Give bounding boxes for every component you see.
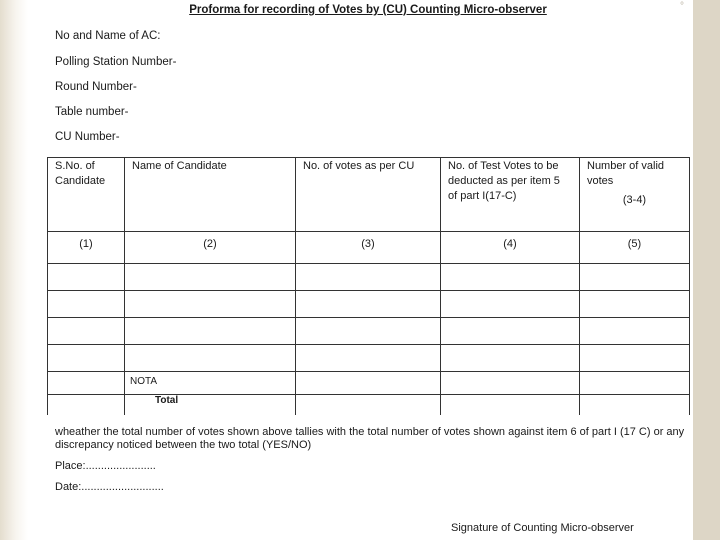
table-cell xyxy=(125,345,296,372)
page-corner-mark: ° xyxy=(680,1,684,12)
table-header-row xyxy=(48,158,690,232)
table-cell xyxy=(296,318,441,345)
table-cell xyxy=(48,372,125,395)
total-row xyxy=(48,395,690,416)
table-cell xyxy=(125,291,296,318)
field-ac-name: No and Name of AC: xyxy=(55,30,161,42)
table-cell xyxy=(48,264,125,291)
column-number: (4) xyxy=(441,232,580,264)
table-row xyxy=(48,345,690,372)
table-row xyxy=(48,264,690,291)
table-cell xyxy=(296,291,441,318)
column-number: (5) xyxy=(580,232,690,264)
field-cu-number: CU Number- xyxy=(55,131,120,143)
table-cell xyxy=(296,345,441,372)
table-cell xyxy=(441,372,580,395)
table-cell xyxy=(296,372,441,395)
header-valid-votes-formula: (3-4) xyxy=(622,194,647,206)
table-cell xyxy=(48,291,125,318)
date-field: Date:........................... xyxy=(55,481,164,493)
tally-question: wheather the total number of votes shown above tallies with the total number of votes shown against item 6 of part I (17 C) or any discrepancy noticed between the two total (YES/NO) xyxy=(55,426,685,451)
table-cell xyxy=(125,264,296,291)
header-serial-no: S.No. of Candidate xyxy=(48,158,125,232)
column-number: (1) xyxy=(48,232,125,264)
table-cell xyxy=(296,264,441,291)
total-label: Total xyxy=(125,395,296,416)
header-valid-votes xyxy=(580,158,690,232)
table-cell xyxy=(580,345,690,372)
column-number: (2) xyxy=(125,232,296,264)
signature-label: Signature of Counting Micro-observer xyxy=(451,522,634,534)
table-cell xyxy=(580,291,690,318)
column-number-row xyxy=(48,232,690,264)
table-cell xyxy=(48,345,125,372)
nota-row xyxy=(48,372,690,395)
table-cell xyxy=(580,264,690,291)
table-cell xyxy=(125,318,296,345)
field-round-number: Round Number- xyxy=(55,81,137,93)
votes-table xyxy=(47,157,690,415)
table-cell xyxy=(48,318,125,345)
table-row xyxy=(48,291,690,318)
table-cell xyxy=(48,395,125,416)
table-cell xyxy=(441,345,580,372)
table-row xyxy=(48,318,690,345)
header-valid-votes-label: Number of valid votes xyxy=(587,160,665,187)
table-cell xyxy=(580,395,690,416)
nota-label: NOTA xyxy=(125,372,296,395)
column-number: (3) xyxy=(296,232,441,264)
form-title: Proforma for recording of Votes by (CU) Counting Micro-observer xyxy=(189,4,547,16)
page-shadow xyxy=(0,0,28,540)
table-cell xyxy=(580,318,690,345)
header-test-votes: No. of Test Votes to be deducted as per item 5 of part I(17-C) xyxy=(441,158,580,232)
header-votes-per-cu: No. of votes as per CU xyxy=(296,158,441,232)
table-cell xyxy=(580,372,690,395)
field-polling-station: Polling Station Number- xyxy=(55,56,177,68)
table-cell xyxy=(296,395,441,416)
header-candidate-name: Name of Candidate xyxy=(125,158,296,232)
field-table-number: Table number- xyxy=(55,106,129,118)
table-cell xyxy=(441,395,580,416)
table-cell xyxy=(441,318,580,345)
table-cell xyxy=(441,291,580,318)
table-cell xyxy=(441,264,580,291)
place-field: Place:....................... xyxy=(55,460,156,472)
background-strip xyxy=(693,0,720,540)
